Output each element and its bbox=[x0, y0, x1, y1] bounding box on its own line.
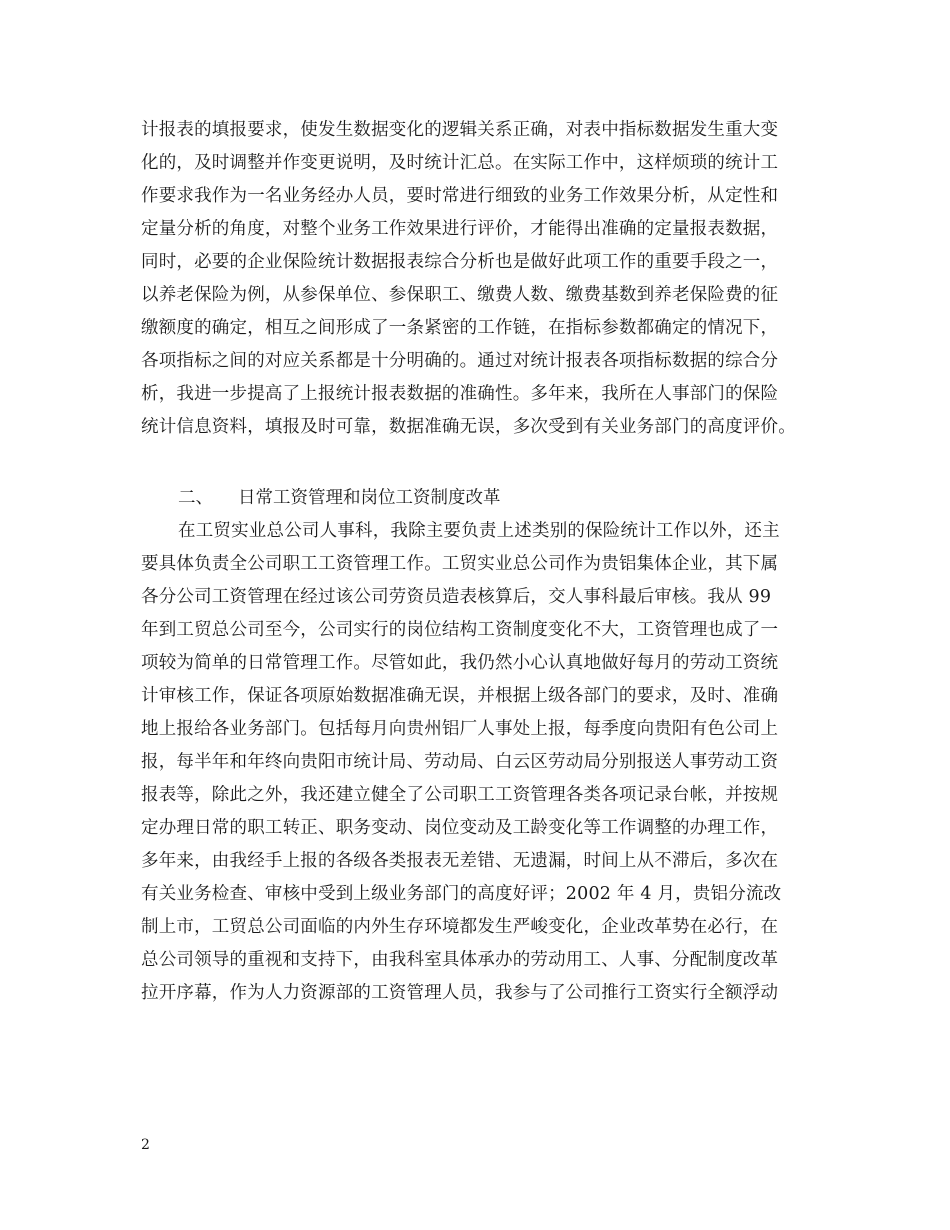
paragraph-1-line: 各项指标之间的对应关系都是十分明确的。通过对统计报表各项指标数据的综合分 bbox=[141, 351, 779, 371]
paragraph-2-line: 有关业务检查、审核中受到上级业务部门的高度好评；2002 年 4 月，贵铝分流改 bbox=[141, 884, 782, 904]
paragraph-2-line: 拉开序幕，作为人力资源部的工资管理人员，我参与了公司推行工资实行全额浮动 bbox=[141, 983, 779, 1003]
paragraph-1-line: 统计信息资料，填报及时可靠，数据准确无误，多次受到有关业务部门的高度评价。 bbox=[141, 417, 796, 437]
page-number: 2 bbox=[141, 1137, 150, 1153]
paragraph-2-line: 要具体负责全公司职工工资管理工作。工贸实业总公司作为贵铝集体企业，其下属 bbox=[141, 554, 779, 574]
paragraph-1-line: 同时，必要的企业保险统计数据报表综合分析也是做好此项工作的重要手段之一， bbox=[141, 252, 779, 272]
paragraph-1-line: 缴额度的确定，相互之间形成了一条紧密的工作链，在指标参数都确定的情况下， bbox=[141, 318, 779, 338]
paragraph-1-line: 计报表的填报要求，使发生数据变化的逻辑关系正确，对表中指标数据发生重大变 bbox=[141, 120, 779, 140]
paragraph-2-line: 地上报给各业务部门。包括每月向贵州铝厂人事处上报，每季度向贵阳有色公司上 bbox=[141, 719, 779, 739]
paragraph-1-line: 作要求我作为一名业务经办人员，要时常进行细致的业务工作效果分析，从定性和 bbox=[141, 186, 779, 206]
section-number: 二、 bbox=[178, 488, 213, 508]
paragraph-1-line: 析，我进一步提高了上报统计报表数据的准确性。多年来，我所在人事部门的保险 bbox=[141, 384, 779, 404]
section-title: 日常工资管理和岗位工资制度改革 bbox=[238, 488, 501, 508]
paragraph-2-line: 项较为简单的日常管理工作。尽管如此，我仍然小心认真地做好每月的劳动工资统 bbox=[141, 653, 779, 673]
paragraph-2-line: 各分公司工资管理在经过该公司劳资员造表核算后，交人事科最后审核。我从 99 bbox=[141, 587, 772, 607]
paragraph-2-line: 制上市，工贸总公司面临的内外生存环境都发生严峻变化，企业改革势在必行，在 bbox=[141, 917, 779, 937]
paragraph-2-line: 在工贸实业总公司人事科，我除主要负责上述类别的保险统计工作以外，还主 bbox=[178, 521, 780, 541]
paragraph-2-line: 多年来，由我经手上报的各级各类报表无差错、无遗漏，时间上从不滞后，多次在 bbox=[141, 851, 779, 871]
paragraph-1-line: 化的，及时调整并作变更说明，及时统计汇总。在实际工作中，这样烦琐的统计工 bbox=[141, 153, 779, 173]
paragraph-2-line: 报，每半年和年终向贵阳市统计局、劳动局、白云区劳动局分别报送人事劳动工资 bbox=[141, 752, 779, 772]
paragraph-1-line: 以养老保险为例，从参保单位、参保职工、缴费人数、缴费基数到养老保险费的征 bbox=[141, 285, 779, 305]
paragraph-2-line: 总公司领导的重视和支持下，由我科室具体承办的劳动用工、人事、分配制度改革 bbox=[141, 950, 779, 970]
paragraph-2-line: 年到工贸总公司至今，公司实行的岗位结构工资制度变化不大，工资管理也成了一 bbox=[141, 620, 779, 640]
paragraph-2-line: 报表等，除此之外，我还建立健全了公司职工工资管理各类各项记录台帐，并按规 bbox=[141, 785, 779, 805]
paragraph-2-line: 定办理日常的职工转正、职务变动、岗位变动及工龄变化等工作调整的办理工作， bbox=[141, 818, 779, 838]
section-heading bbox=[178, 486, 501, 510]
paragraph-2-line: 计审核工作，保证各项原始数据准确无误，并根据上级各部门的要求，及时、准确 bbox=[141, 686, 779, 706]
paragraph-1-line: 定量分析的角度，对整个业务工作效果进行评价，才能得出准确的定量报表数据， bbox=[141, 219, 779, 239]
